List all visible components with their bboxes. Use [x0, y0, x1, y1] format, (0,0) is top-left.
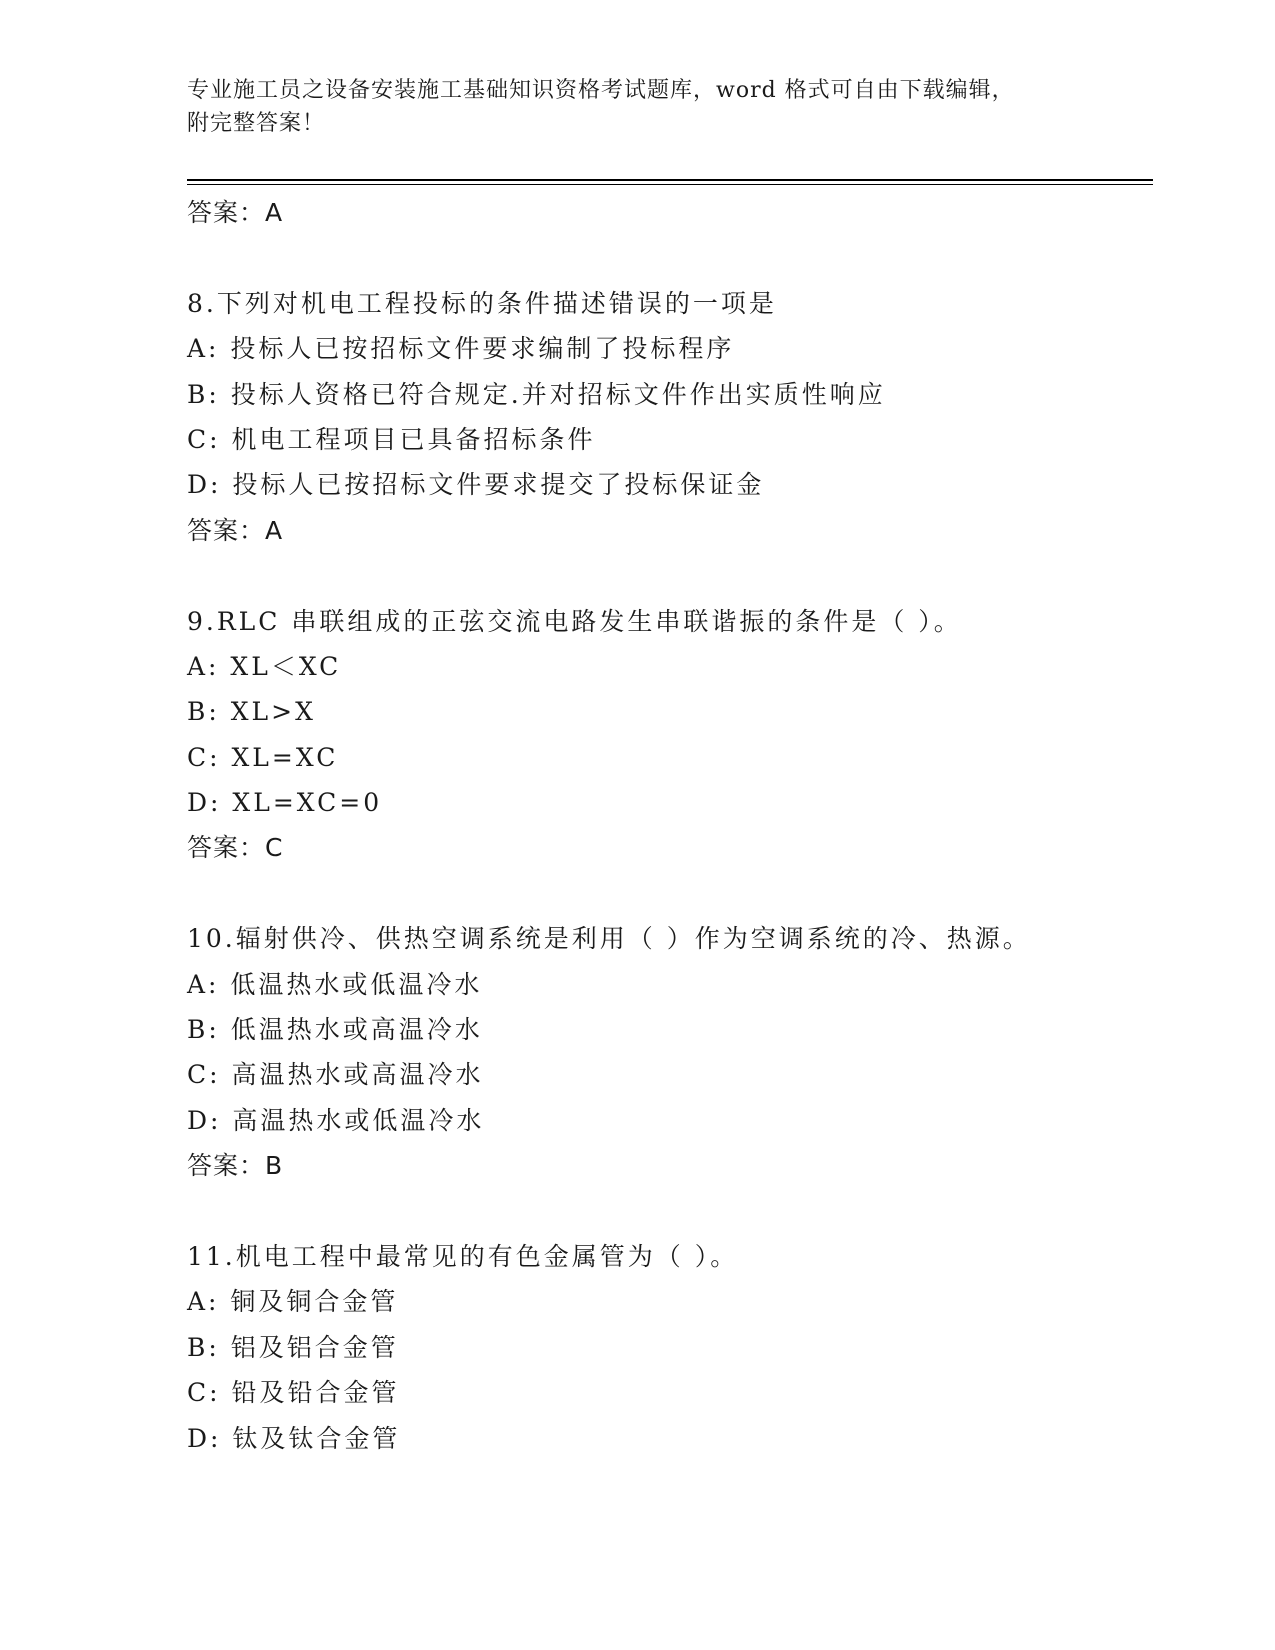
- question-block: [187, 916, 1147, 1188]
- question-stem: 9.RLC 串联组成的正弦交流电路发生串联谐振的条件是（ ）。: [187, 606, 962, 636]
- option-d: D: 投标人已按招标文件要求提交了投标保证金: [187, 470, 765, 500]
- option-b: B: XL>X: [187, 697, 316, 727]
- spacer: [187, 1189, 1147, 1234]
- option-b: B: 投标人资格已符合规定.并对招标文件作出实质性响应: [187, 379, 886, 409]
- question-list: [187, 190, 1147, 1461]
- option-c: C: 铅及铅合金管: [187, 1378, 400, 1408]
- option-b: B: 低温热水或高温冷水: [187, 1015, 483, 1045]
- option-a: A: 铜及铜合金管: [187, 1287, 399, 1317]
- option-d: D: 高温热水或低温冷水: [187, 1105, 485, 1135]
- option-d: D: 钛及钛合金管: [187, 1423, 401, 1453]
- option-a: A: 投标人已按招标文件要求编制了投标程序: [187, 334, 735, 364]
- question-stem: 8.下列对机电工程投标的条件描述错误的一项是: [187, 288, 777, 318]
- question-stem: 11.机电工程中最常见的有色金属管为（ ）。: [187, 1241, 739, 1271]
- option-b: B: 铝及铝合金管: [187, 1332, 399, 1362]
- header-rule-thick: [187, 179, 1153, 181]
- question-stem: 10.辐射供冷、供热空调系统是利用（ ）作为空调系统的冷、热源。: [187, 924, 1031, 954]
- header-line-1: 专业施工员之设备安装施工基础知识资格考试题库，word 格式可自由下载编辑，: [187, 78, 1015, 103]
- option-c: C: XL=XC: [187, 742, 339, 772]
- option-c: C: 机电工程项目已具备招标条件: [187, 424, 596, 454]
- header-line-2: 附完整答案！: [187, 111, 326, 136]
- option-a: A: XL＜XC: [187, 651, 342, 681]
- option-a: A: 低温热水或低温冷水: [187, 969, 483, 999]
- question-answer: 答案：C: [187, 833, 284, 863]
- option-c: C: 高温热水或高温冷水: [187, 1060, 484, 1090]
- question-answer: 答案：A: [187, 515, 284, 545]
- question-block: [187, 599, 1147, 871]
- document-header: [187, 74, 1087, 140]
- spacer: [187, 553, 1147, 598]
- spacer: [187, 871, 1147, 916]
- option-d: D: XL=XC=0: [187, 788, 383, 818]
- question-answer: 答案：B: [187, 1151, 284, 1181]
- question-block: [187, 1234, 1147, 1461]
- question-block: [187, 281, 1147, 553]
- previous-answer: 答案：A: [187, 198, 284, 227]
- spacer: [187, 235, 1147, 280]
- header-rule-thin: [187, 184, 1153, 185]
